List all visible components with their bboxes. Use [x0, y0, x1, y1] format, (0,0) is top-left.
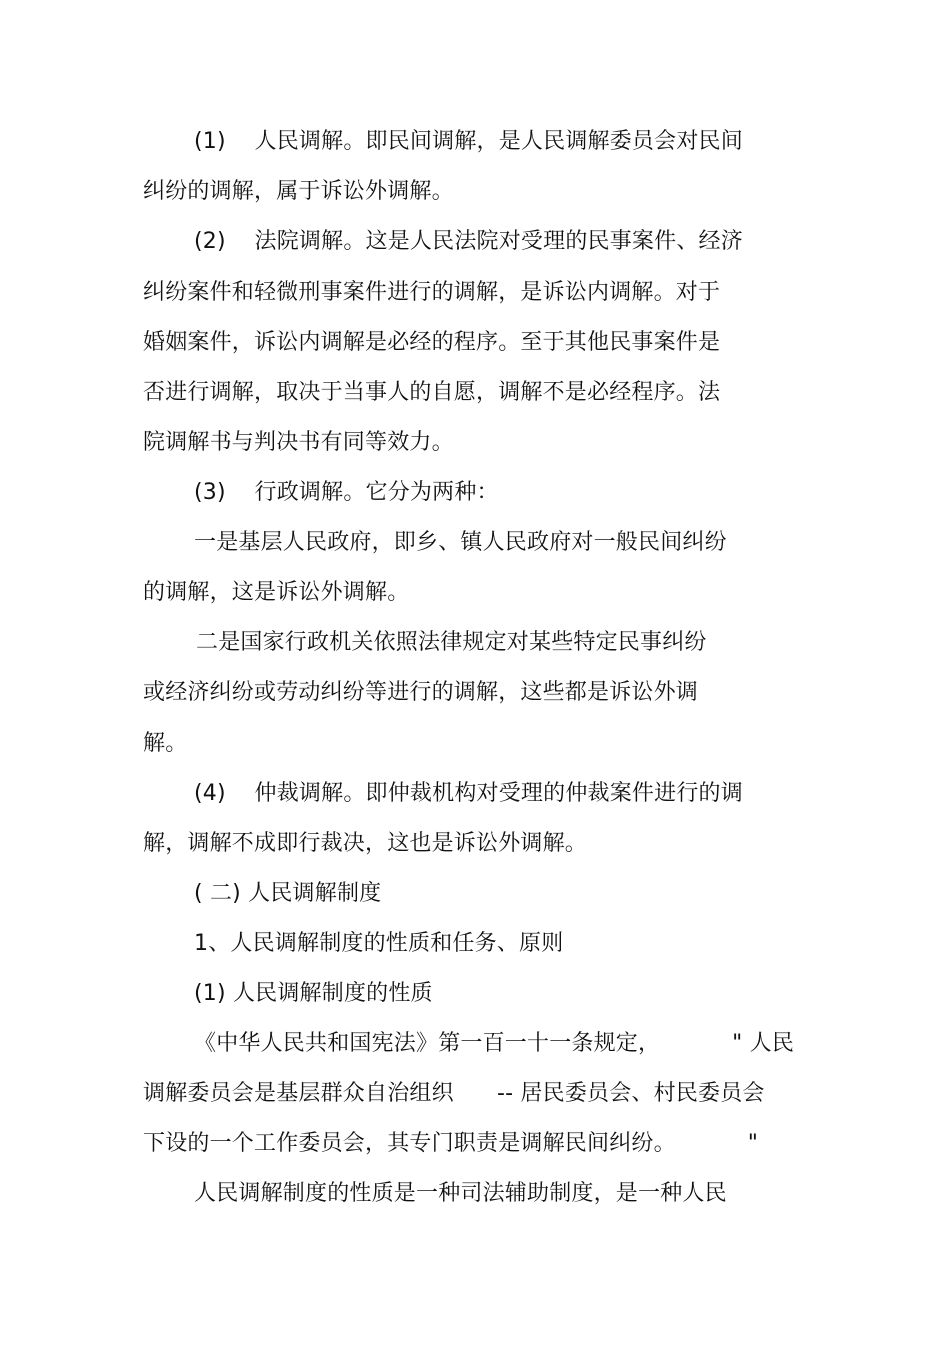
section-heading: (1) 人民调解制度的性质 [194, 981, 433, 1006]
paragraph-line: 调解委员会是基层群众自治组织 -- 居民委员会、村民委员会 [143, 1081, 765, 1106]
paragraph-line: 解，调解不成即行裁决，这也是诉讼外调解。 [143, 831, 588, 856]
paragraph-line: 婚姻案件，诉讼内调解是必经的程序。至于其他民事案件是 [143, 330, 721, 355]
paragraph-line: (2) 法院调解。这是人民法院对受理的民事案件、经济 [194, 229, 743, 254]
paragraph-line: 一是基层人民政府，即乡、镇人民政府对一般民间纠纷 [194, 530, 727, 555]
section-heading: 1、人民调解制度的性质和任务、原则 [194, 931, 564, 956]
paragraph-line: 解。 [143, 731, 188, 756]
paragraph-line: 院调解书与判决书有同等效力。 [143, 430, 454, 455]
paragraph-line: 二是国家行政机关依照法律规定对某些特定民事纠纷 [196, 630, 707, 655]
paragraph-line: (1) 人民调解。即民间调解，是人民调解委员会对民间 [194, 129, 743, 154]
paragraph-line: 或经济纠纷或劳动纠纷等进行的调解，这些都是诉讼外调 [143, 680, 699, 705]
section-heading: ( 二) 人民调解制度 [194, 881, 382, 906]
paragraph-line: 《中华人民共和国宪法》第一百一十一条规定， " 人民 [194, 1031, 795, 1056]
paragraph-line: 纠纷的调解，属于诉讼外调解。 [143, 179, 454, 204]
paragraph-line: (3) 行政调解。它分为两种： [194, 480, 499, 505]
paragraph-line: 下设的一个工作委员会，其专门职责是调解民间纠纷。 " [143, 1131, 759, 1156]
paragraph-line: 人民调解制度的性质是一种司法辅助制度，是一种人民 [194, 1181, 727, 1206]
paragraph-line: 的调解，这是诉讼外调解。 [143, 580, 410, 605]
paragraph-line: 否进行调解，取决于当事人的自愿，调解不是必经程序。法 [143, 380, 721, 405]
paragraph-line: (4) 仲裁调解。即仲裁机构对受理的仲裁案件进行的调 [194, 781, 743, 806]
paragraph-line: 纠纷案件和轻微刑事案件进行的调解，是诉讼内调解。对于 [143, 280, 721, 305]
